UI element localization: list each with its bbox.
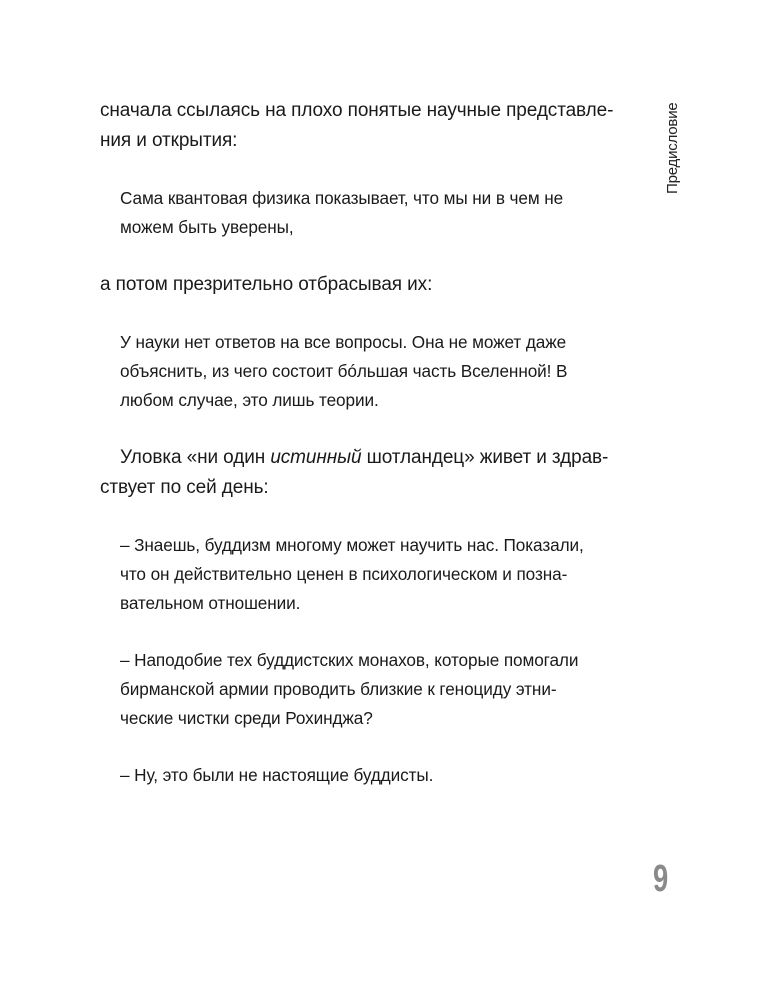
paragraph-1 <box>100 96 620 156</box>
text-line: ческие чистки среди Рохинджа? <box>120 708 373 728</box>
text-span: Уловка «ни один <box>120 447 271 468</box>
text-line: ствует по сей день: <box>100 477 269 498</box>
text-line: что он действительно ценен в психологическом и позна- <box>120 564 568 584</box>
dialog-line-1 <box>120 531 620 618</box>
dialog-line-2 <box>120 646 620 733</box>
text-line: сначала ссылаясь на плохо понятые научные представле- <box>100 100 614 121</box>
text-line: бирманской армии проводить близкие к геноциду этни- <box>120 679 557 699</box>
text-line: – Наподобие тех буддистских монахов, которые помогали <box>120 650 579 670</box>
paragraph-2 <box>100 270 620 300</box>
text-line <box>100 443 620 473</box>
text-line: – Знаешь, буддизм многому может научить нас. Показали, <box>120 535 584 555</box>
running-head-text: Предисловие <box>664 102 681 194</box>
quote-2 <box>120 328 620 415</box>
text-line: вательном отношении. <box>120 593 301 613</box>
running-head <box>662 100 686 200</box>
text-line: У науки нет ответов на все вопросы. Она не может даже <box>120 332 567 352</box>
text-line: а потом презрительно отбрасывая их: <box>100 274 433 295</box>
text-line: – Ну, это были не настоящие буддисты. <box>120 765 434 785</box>
text-line: ния и открытия: <box>100 130 238 151</box>
text-line: можем быть уверены, <box>120 217 294 237</box>
text-line: Сама квантовая физика показывает, что мы ни в чем не <box>120 188 564 208</box>
italic-word: истинный <box>270 447 362 468</box>
dialog-line-3 <box>120 761 620 790</box>
text-line: любом случае, это лишь теории. <box>120 390 379 410</box>
page-number: 9 <box>653 858 669 900</box>
quote-1 <box>120 184 620 242</box>
text-span: шотландец» живет и здрав- <box>361 447 609 468</box>
page-body <box>100 96 620 790</box>
text-line: объяснить, из чего состоит бóльшая часть Вселенной! В <box>120 361 568 381</box>
paragraph-3 <box>100 443 620 503</box>
